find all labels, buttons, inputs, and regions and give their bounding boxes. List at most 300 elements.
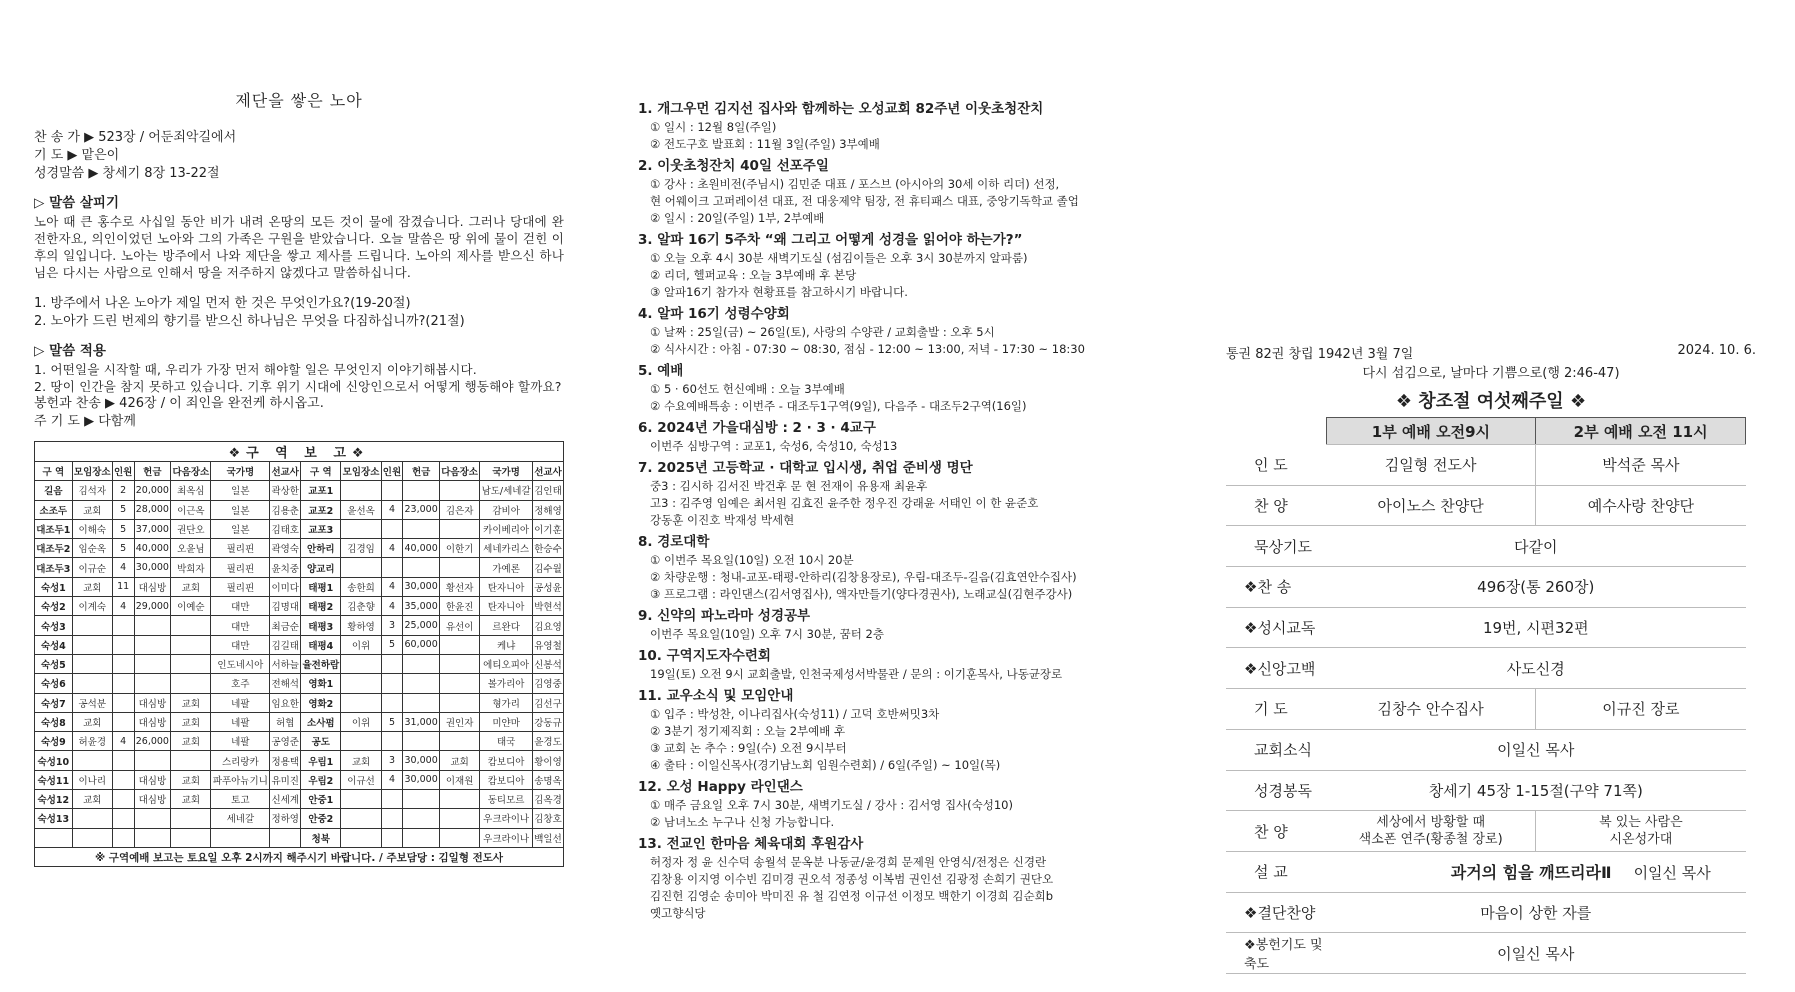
report-cell: 길음 — [35, 481, 73, 500]
report-cell — [440, 635, 480, 654]
report-cell: 오윤님 — [171, 539, 211, 558]
report-cell: 태평2 — [301, 597, 341, 616]
report-cell — [171, 809, 211, 828]
report-cell: 5 — [381, 635, 403, 654]
report-cell — [403, 828, 440, 847]
announcement-line: ② 일시 : 20일(주일) 1부, 2부예배 — [650, 211, 825, 225]
announcement-line: ① 일시 : 12월 8일(주일) — [650, 120, 777, 134]
question-2: 2. 노아가 드린 번제의 향기를 받으신 하나님은 무엇을 다짐하십니까?(21절) — [34, 314, 465, 329]
preacher-name: 이일신 목사 — [1633, 864, 1711, 883]
report-cell: 율전하람 — [301, 654, 341, 673]
worship-row-label: 교회소식 — [1226, 729, 1326, 770]
report-cell: 대심방 — [134, 693, 171, 712]
report-cell: 교회 — [72, 712, 112, 731]
report-cell: 탄자니아 — [480, 577, 533, 596]
report-cell: 박현석 — [533, 597, 564, 616]
report-cell: 미얀마 — [480, 712, 533, 731]
report-col-header: 헌금 — [403, 462, 440, 481]
announcement-heading: 12. 오성 Happy 라인댄스 — [638, 779, 803, 795]
report-cell: 최금순 — [270, 616, 301, 635]
report-cell: 대조두2 — [35, 539, 73, 558]
service-2-label: 2부 예배 오전 11시 — [1536, 418, 1746, 445]
report-cell: 탄자니아 — [480, 597, 533, 616]
report-cell: 숙성11 — [35, 770, 73, 789]
announcement-heading: 11. 교우소식 및 모임안내 — [638, 688, 794, 704]
announcement-line: ② 전도구호 발표회 : 11월 3일(주일) 3부예배 — [650, 137, 880, 151]
report-cell: 허협 — [270, 712, 301, 731]
report-row — [35, 558, 564, 577]
report-cell: 이한기 — [440, 539, 480, 558]
report-cell: 태평4 — [301, 635, 341, 654]
report-cell: 대만 — [211, 635, 270, 654]
report-cell — [381, 732, 403, 751]
district-report-table — [34, 441, 564, 867]
report-cell: 윤치중 — [270, 558, 301, 577]
report-cell: 40,000 — [134, 539, 171, 558]
report-cell: 교포3 — [301, 519, 341, 538]
report-cell: 김선구 — [533, 693, 564, 712]
report-cell — [112, 712, 134, 731]
worship-row-label: 성경봉독 — [1226, 770, 1326, 811]
report-cell: 윤경도 — [533, 732, 564, 751]
report-col-header: 선교사 — [533, 462, 564, 481]
report-row — [35, 519, 564, 538]
report-cell — [112, 809, 134, 828]
service-1-value: 김창수 안수집사 — [1326, 689, 1536, 730]
report-cell: 4 — [381, 539, 403, 558]
report-cell: 양교리 — [301, 558, 341, 577]
report-cell — [112, 693, 134, 712]
worship-row-label: ❖성시교독 — [1226, 607, 1326, 648]
report-cell — [403, 519, 440, 538]
report-cell: 숙성7 — [35, 693, 73, 712]
apply-1: 1. 어떤일을 시작할 때, 우리가 가장 먼저 해야할 일은 무엇인지 이야기해봅시다. — [34, 362, 477, 377]
report-cell: 태국 — [480, 732, 533, 751]
report-cell — [112, 790, 134, 809]
sermon-title: 과거의 힘을 깨뜨리라Ⅱ — [1450, 863, 1612, 883]
report-cell: 김용춘 — [270, 500, 301, 519]
report-cell: 4 — [381, 597, 403, 616]
report-cell — [341, 732, 381, 751]
report-cell: 정용택 — [270, 751, 301, 770]
report-cell — [440, 519, 480, 538]
report-cell: 네팔 — [211, 693, 270, 712]
report-cell: 교포1 — [301, 481, 341, 500]
report-cell — [403, 481, 440, 500]
report-cell: 태평3 — [301, 616, 341, 635]
report-cell: 4 — [112, 558, 134, 577]
report-cell: 신봉석 — [533, 654, 564, 673]
report-cell — [112, 828, 134, 847]
report-cell: 이위 — [341, 712, 381, 731]
report-cell: 4 — [381, 500, 403, 519]
service-header-row — [1226, 418, 1746, 445]
apply-2: 2. 땅이 인간을 참지 못하고 있습니다. 기후 위기 시대에 신앙인으로서 어떻게 행동해야 할까요? — [34, 379, 562, 394]
report-col-header: 구 역 — [35, 462, 73, 481]
report-cell — [403, 654, 440, 673]
report-cell: 유선이 — [440, 616, 480, 635]
report-cell: 권단오 — [171, 519, 211, 538]
report-cell — [171, 616, 211, 635]
report-cell: 숙성12 — [35, 790, 73, 809]
report-cell: 25,000 — [403, 616, 440, 635]
report-cell: 대심방 — [134, 790, 171, 809]
report-cell — [72, 751, 112, 770]
report-col-header: 인원 — [381, 462, 403, 481]
report-cell — [341, 790, 381, 809]
report-cell — [134, 674, 171, 693]
report-cell — [403, 809, 440, 828]
lords-prayer-line: 주 기 도 ▶ 다함께 — [34, 414, 136, 429]
worship-row — [1226, 892, 1746, 933]
report-cell — [440, 809, 480, 828]
announcement-line: ① 매주 금요일 오후 7시 30분, 새벽기도실 / 강사 : 김서영 집사(숙성10) — [650, 798, 1013, 812]
report-cell: 황선자 — [440, 577, 480, 596]
worship-row-value: 사도신경 — [1326, 648, 1745, 689]
announcement-line: ① 입주 : 박성찬, 이나리집사(숙성11) / 고덕 호반써밋3차 — [650, 707, 940, 721]
report-cell: 정하영 — [270, 809, 301, 828]
report-row — [35, 712, 564, 731]
report-cell: 공영준 — [270, 732, 301, 751]
report-cell — [134, 635, 171, 654]
announcement-line: ② 차량운행 : 청내-교포-태평-안하리(김창용장로), 우림-대조두-길음(김효연안수집사) — [650, 570, 1077, 584]
report-cell — [134, 654, 171, 673]
worship-row — [1226, 933, 1746, 974]
worship-row-value: 19번, 시편32편 — [1326, 607, 1745, 648]
report-cell: 공도 — [301, 732, 341, 751]
report-cell: 세네카리스 — [480, 539, 533, 558]
report-cell: 세네갈 — [211, 809, 270, 828]
report-row — [35, 597, 564, 616]
report-cell: 김춘향 — [341, 597, 381, 616]
worship-row-value: 이일신 목사 — [1326, 933, 1745, 974]
announcement-heading: 2. 이웃초청잔치 40일 선포주일 — [638, 158, 829, 174]
report-cell: 교회 — [72, 500, 112, 519]
report-cell: 김석자 — [72, 481, 112, 500]
report-cell — [440, 790, 480, 809]
report-cell — [341, 674, 381, 693]
report-cell — [72, 828, 112, 847]
report-row — [35, 751, 564, 770]
report-cell — [341, 519, 381, 538]
worship-row-label: 기 도 — [1226, 689, 1326, 730]
report-cell — [72, 635, 112, 654]
report-cell — [440, 732, 480, 751]
scripture-line: 성경말씀 ▶ 창세기 8장 13-22절 — [34, 166, 220, 181]
report-cell — [171, 674, 211, 693]
announcement-line: 현 어웨이크 고퍼레이션 대표, 전 대웅제약 팀장, 전 휴티패스 대표, 중앙기독학교 졸업 — [650, 194, 1079, 208]
report-cell: 이기훈 — [533, 519, 564, 538]
report-cell: 2 — [112, 481, 134, 500]
service-1-value: 세상에서 방황할 때 색소폰 연주(황종철 장로) — [1326, 811, 1536, 852]
report-cell — [341, 654, 381, 673]
report-cell: 26,000 — [134, 732, 171, 751]
report-cell: 37,000 — [134, 519, 171, 538]
announcement-line: ④ 출타 : 이일신목사(경기남노회 임원수련회) / 6일(주일) ~ 10일(목) — [650, 758, 1001, 772]
report-cell: 황이영 — [533, 751, 564, 770]
report-cell: 필리핀 — [211, 558, 270, 577]
report-cell: 강동규 — [533, 712, 564, 731]
report-cell: 40,000 — [403, 539, 440, 558]
report-cell — [440, 654, 480, 673]
worship-row — [1226, 689, 1746, 730]
report-cell — [134, 828, 171, 847]
announcement-heading: 1. 개그우먼 김지선 집사와 함께하는 오성교회 82주년 이웃초청잔치 — [638, 101, 1044, 117]
report-cell: 허윤경 — [72, 732, 112, 751]
announcement-line: 고3 : 김주영 임예은 최서원 김효진 윤주한 정우진 강래윤 서태인 이 한 윤준호 — [650, 496, 1039, 510]
service-2-value: 예수사랑 찬양단 — [1536, 485, 1746, 526]
worship-row-label: ❖찬 송 — [1226, 567, 1326, 608]
announcement-line: ② 리더, 헬퍼교육 : 오늘 3부예배 후 본당 — [650, 268, 857, 282]
report-cell: 교포2 — [301, 500, 341, 519]
left-column — [34, 0, 564, 867]
report-cell — [440, 481, 480, 500]
report-cell: 교회 — [171, 712, 211, 731]
report-cell: 숙성4 — [35, 635, 73, 654]
report-row — [35, 770, 564, 789]
worship-row-label: 찬 양 — [1226, 485, 1326, 526]
worship-row — [1226, 607, 1746, 648]
report-row — [35, 809, 564, 828]
report-row — [35, 732, 564, 751]
report-cell: 가예론 — [480, 558, 533, 577]
report-cell — [381, 481, 403, 500]
report-cell: 케냐 — [480, 635, 533, 654]
report-cell: 한윤진 — [440, 597, 480, 616]
announcement-heading: 10. 구역지도자수련회 — [638, 648, 771, 664]
worship-row — [1226, 445, 1746, 486]
worship-row-value: 496장(통 260장) — [1326, 567, 1745, 608]
report-cell: 태평1 — [301, 577, 341, 596]
report-cell: 황하영 — [341, 616, 381, 635]
announcement-line: 이번주 목요일(10일) 오후 7시 30분, 꿈터 2층 — [650, 627, 884, 641]
worship-row — [1226, 729, 1746, 770]
report-cell: 이예순 — [171, 597, 211, 616]
report-cell: 공성윤 — [533, 577, 564, 596]
report-cell: 윤선옥 — [341, 500, 381, 519]
announcement-line: ③ 교회 논 추수 : 9일(수) 오전 9시부터 — [650, 741, 847, 755]
report-cell: 영화2 — [301, 693, 341, 712]
report-cell — [381, 674, 403, 693]
report-row — [35, 616, 564, 635]
report-cell: 김인태 — [533, 481, 564, 500]
report-cell: 우크라이나 — [480, 828, 533, 847]
offering-line: 봉헌과 찬송 ▶ 426장 / 이 죄인을 완전케 하시옵고. — [34, 396, 324, 411]
report-col-header: 선교사 — [270, 462, 301, 481]
report-cell: 전해석 — [270, 674, 301, 693]
report-cell — [72, 654, 112, 673]
report-cell: 김창호 — [533, 809, 564, 828]
volume-info: 통권 82권 창립 1942년 3월 7일 — [1226, 347, 1414, 362]
report-col-header: 모임장소 — [72, 462, 112, 481]
report-cell: 5 — [112, 500, 134, 519]
announcement-line: ① 이번주 목요일(10일) 오전 10시 20분 — [650, 553, 854, 567]
report-cell: 5 — [112, 519, 134, 538]
report-cell — [112, 616, 134, 635]
report-cell: 네팔 — [211, 732, 270, 751]
report-cell: 필리핀 — [211, 539, 270, 558]
report-cell: 숙성1 — [35, 577, 73, 596]
report-cell: 숙성8 — [35, 712, 73, 731]
report-cell — [211, 828, 270, 847]
report-cell: 이규선 — [341, 770, 381, 789]
report-cell: 인도네시아 — [211, 654, 270, 673]
report-cell: 남도/세네갈 — [480, 481, 533, 500]
report-cell: 호주 — [211, 674, 270, 693]
report-cell: 김은자 — [440, 500, 480, 519]
report-cell: 이위 — [341, 635, 381, 654]
report-cell: 서하늘 — [270, 654, 301, 673]
announcement-line: ① 강사 : 초원비전(주님시) 김민준 대표 / 포스브 (아시아의 30세 이하 리더) 선정, — [650, 177, 1060, 191]
worship-row — [1226, 567, 1746, 608]
announcement-line: 옛고향식당 — [650, 906, 706, 920]
service-2-value: 복 있는 사람은 시온성가대 — [1536, 811, 1746, 852]
report-row — [35, 693, 564, 712]
announcement-line: ① 오늘 오후 4시 30분 새벽기도실 (섬김이들은 오후 3시 30분까지 알파룸) — [650, 251, 1028, 265]
report-cell: 일본 — [211, 500, 270, 519]
report-cell: 캄보디아 — [480, 770, 533, 789]
announcement-heading: 5. 예배 — [638, 363, 684, 379]
report-cell — [112, 751, 134, 770]
announcement-line: ① 5 · 60선도 헌신예배 : 오늘 3부예배 — [650, 382, 845, 396]
report-cell: 공석분 — [72, 693, 112, 712]
report-cell: 대심방 — [134, 712, 171, 731]
announcement-line: 허정자 정 윤 신수덕 송월석 문옥분 나동균/윤경희 문제원 안영식/전정은 신경란 — [650, 855, 1047, 869]
section-head-observe: ▷ 말씀 살피기 — [34, 195, 119, 211]
report-cell — [72, 674, 112, 693]
report-cell: 일본 — [211, 519, 270, 538]
worship-row-value: 다같이 — [1326, 526, 1745, 567]
report-cell: 스리랑카 — [211, 751, 270, 770]
report-cell: 필리핀 — [211, 577, 270, 596]
sunday-title: ❖ 창조절 여섯째주일 ❖ — [1395, 391, 1587, 412]
report-cell — [440, 558, 480, 577]
report-cell — [72, 809, 112, 828]
bulletin-date: 2024. 10. 6. — [1677, 343, 1756, 358]
report-cell: 30,000 — [403, 770, 440, 789]
report-cell: 안중1 — [301, 790, 341, 809]
announcement-heading: 6. 2024년 가을대심방 : 2 · 3 · 4교구 — [638, 420, 876, 436]
report-cell: 토고 — [211, 790, 270, 809]
report-cell: 임요한 — [270, 693, 301, 712]
announcement-line: ③ 알파16기 참가자 현황표를 참고하시기 바랍니다. — [650, 285, 908, 299]
worship-row — [1226, 648, 1746, 689]
report-cell: 일본 — [211, 481, 270, 500]
report-cell: 캄보디아 — [480, 751, 533, 770]
right-column — [1226, 0, 1756, 974]
report-row — [35, 828, 564, 847]
report-cell: 대심방 — [134, 770, 171, 789]
report-cell — [440, 674, 480, 693]
report-cell — [440, 693, 480, 712]
report-cell: 르완다 — [480, 616, 533, 635]
worship-row-label: 인 도 — [1226, 445, 1326, 486]
report-row — [35, 635, 564, 654]
announcement-heading: 3. 알파 16기 5주차 “왜 그리고 어떻게 성경을 읽어야 하는가?” — [638, 232, 1023, 248]
report-cell — [134, 751, 171, 770]
report-cell: 카이베리아 — [480, 519, 533, 538]
announcement-heading: 8. 경로대학 — [638, 534, 710, 550]
report-col-header: 인원 — [112, 462, 134, 481]
report-cell — [403, 732, 440, 751]
report-cell — [134, 616, 171, 635]
report-cell: 신세계 — [270, 790, 301, 809]
service-2-value: 박석준 목사 — [1536, 445, 1746, 486]
report-cell — [403, 558, 440, 577]
report-col-header: 국가명 — [480, 462, 533, 481]
announcement-heading: 7. 2025년 고등학교 · 대학교 입시생, 취업 준비생 명단 — [638, 460, 973, 476]
report-cell — [35, 828, 73, 847]
report-cell: 백일선 — [533, 828, 564, 847]
report-cell — [341, 481, 381, 500]
report-cell: 3 — [381, 616, 403, 635]
report-cell: 교회 — [171, 577, 211, 596]
middle-column — [638, 96, 1178, 922]
report-cell: 유영철 — [533, 635, 564, 654]
report-cell — [134, 809, 171, 828]
report-cell: 60,000 — [403, 635, 440, 654]
announcement-heading: 9. 신약의 파노라마 성경공부 — [638, 608, 811, 624]
report-cell: 교회 — [72, 790, 112, 809]
report-cell: 4 — [381, 577, 403, 596]
report-cell: 곽영숙 — [270, 539, 301, 558]
announcement-line: ② 3분기 정기제직회 : 오늘 2부예배 후 — [650, 724, 846, 738]
report-cell: 유미진 — [270, 770, 301, 789]
report-cell: 교회 — [171, 790, 211, 809]
report-cell: 박희자 — [171, 558, 211, 577]
worship-row — [1226, 851, 1746, 892]
report-cell: 35,000 — [403, 597, 440, 616]
worship-row-label: ❖결단찬양 — [1226, 892, 1326, 933]
report-cell: 이미다 — [270, 577, 301, 596]
question-1: 1. 방주에서 나온 노아가 제일 먼저 한 것은 무엇인가요?(19-20절) — [34, 296, 411, 311]
report-col-header: 구 역 — [301, 462, 341, 481]
prayer-line: 기 도 ▶ 맡은이 — [34, 148, 120, 163]
report-row — [35, 481, 564, 500]
report-cell: 에티오피아 — [480, 654, 533, 673]
report-cell: 우림1 — [301, 751, 341, 770]
report-cell: 30,000 — [403, 577, 440, 596]
report-cell: 교회 — [440, 751, 480, 770]
announcement-line: 김진헌 김영순 송미아 박미진 유 철 김연정 이규선 이정모 백한기 이경희 김순희b — [650, 889, 1053, 903]
report-cell: 4 — [112, 732, 134, 751]
report-header-row — [35, 462, 564, 481]
report-footer: ※ 구역예배 보고는 토요일 오후 2시까지 해주시기 바랍니다. / 주보담당 : 김일형 전도사 — [35, 847, 564, 866]
report-cell: 청북 — [301, 828, 341, 847]
report-cell: 숙성6 — [35, 674, 73, 693]
report-cell: 파푸아뉴기니 — [211, 770, 270, 789]
worship-row — [1226, 485, 1746, 526]
report-cell: 감비아 — [480, 500, 533, 519]
report-cell: 송한희 — [341, 577, 381, 596]
report-cell: 대조두3 — [35, 558, 73, 577]
report-cell: 네팔 — [211, 712, 270, 731]
report-cell: 3 — [381, 751, 403, 770]
report-cell: 숙성3 — [35, 616, 73, 635]
report-row — [35, 654, 564, 673]
report-cell: 교회 — [171, 732, 211, 751]
report-col-header: 다음장소 — [440, 462, 480, 481]
report-col-header: 헌금 — [134, 462, 171, 481]
report-cell — [112, 674, 134, 693]
report-cell — [440, 828, 480, 847]
report-cell: 대만 — [211, 597, 270, 616]
report-cell: 30,000 — [134, 558, 171, 577]
report-cell: 숙성10 — [35, 751, 73, 770]
report-cell — [112, 654, 134, 673]
announcement-line: ① 날짜 : 25일(금) ~ 26일(토), 사랑의 수양관 / 교회출발 : 오후 5시 — [650, 325, 995, 339]
report-cell — [381, 790, 403, 809]
